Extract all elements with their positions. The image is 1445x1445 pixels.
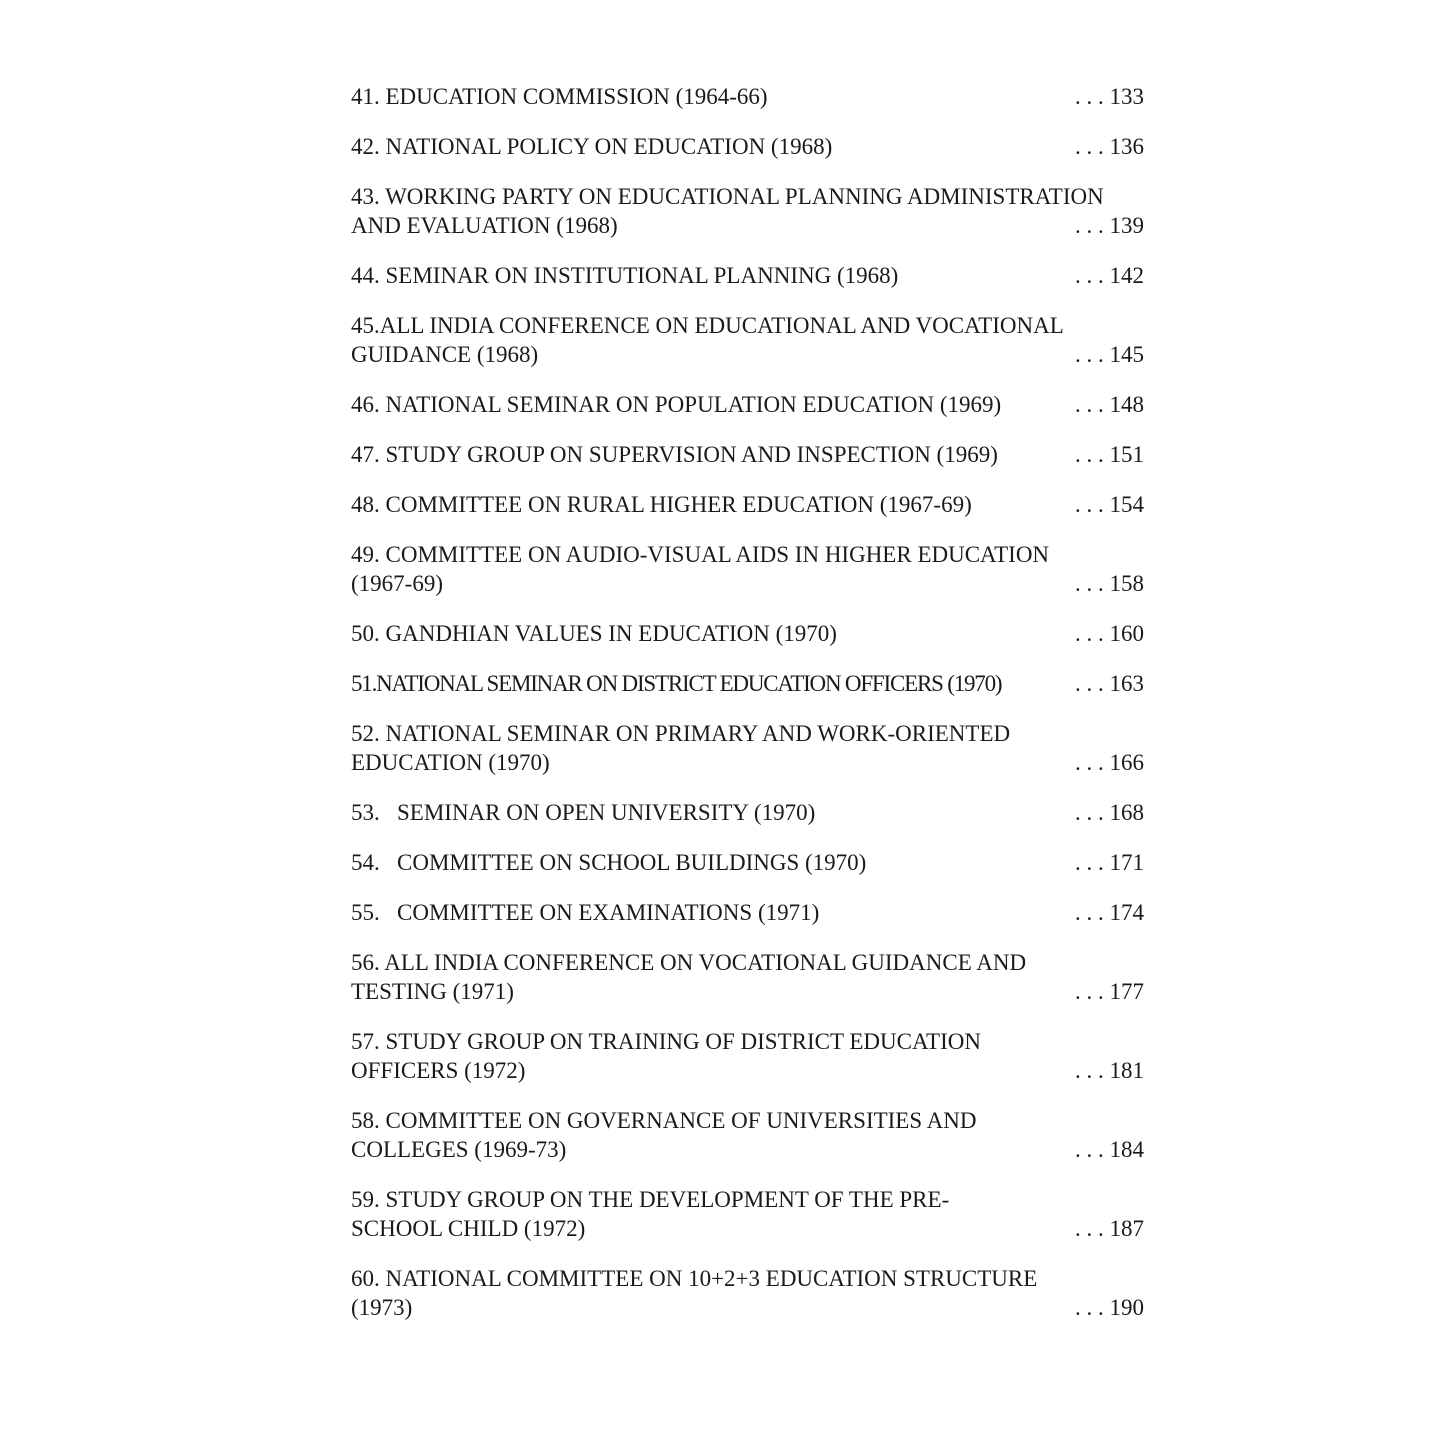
toc-entry[interactable]	[351, 1264, 1144, 1322]
page-number: . . . 154	[1075, 492, 1144, 517]
toc-entry[interactable]	[351, 82, 1144, 111]
page-number: . . . 145	[1075, 342, 1144, 367]
entry-title: 59. STUDY GROUP ON THE DEVELOPMENT OF THE PRE-	[351, 1187, 950, 1212]
entry-title: 44. SEMINAR ON INSTITUTIONAL PLANNING (1968)	[351, 263, 899, 288]
entry-title: 60. NATIONAL COMMITTEE ON 10+2+3 EDUCATION STRUCTURE	[351, 1266, 1038, 1291]
page-number: . . . 151	[1075, 442, 1144, 467]
entry-title-continued: (1967-69)	[351, 571, 443, 596]
page-number: . . . 168	[1075, 800, 1144, 825]
toc-entry[interactable]	[351, 1106, 1144, 1164]
page-number: . . . 177	[1075, 979, 1144, 1004]
toc-entry[interactable]	[351, 132, 1144, 161]
page-number: . . . 171	[1075, 850, 1144, 875]
toc-entry[interactable]	[351, 182, 1144, 240]
page-number: . . . 181	[1075, 1058, 1144, 1083]
entry-title: 50. GANDHIAN VALUES IN EDUCATION (1970)	[351, 621, 837, 646]
toc-entry[interactable]	[351, 719, 1144, 777]
entry-title: 48. COMMITTEE ON RURAL HIGHER EDUCATION (1967-69)	[351, 492, 972, 517]
page-number: . . . 136	[1075, 134, 1144, 159]
toc-entry[interactable]	[351, 311, 1144, 369]
entry-title: 51.NATIONAL SEMINAR ON DISTRICT EDUCATION OFFICERS (1970)	[351, 671, 1002, 696]
entry-title-continued: OFFICERS (1972)	[351, 1058, 526, 1083]
toc-entry[interactable]	[351, 490, 1144, 519]
toc-entry[interactable]	[351, 669, 1144, 698]
entry-title: 52. NATIONAL SEMINAR ON PRIMARY AND WORK-ORIENTED	[351, 721, 1011, 746]
page-number: . . . 163	[1075, 671, 1144, 696]
toc-entry[interactable]	[351, 1027, 1144, 1085]
toc-entry[interactable]	[351, 1185, 1144, 1243]
entry-title: 58. COMMITTEE ON GOVERNANCE OF UNIVERSITIES AND	[351, 1108, 977, 1133]
entry-title-continued: EDUCATION (1970)	[351, 750, 550, 775]
entry-title-continued: AND EVALUATION (1968)	[351, 213, 618, 238]
entry-title: 45.ALL INDIA CONFERENCE ON EDUCATIONAL AND VOCATIONAL	[351, 313, 1064, 338]
toc-entry[interactable]	[351, 898, 1144, 927]
entry-title: 57. STUDY GROUP ON TRAINING OF DISTRICT EDUCATION	[351, 1029, 981, 1054]
toc-entry[interactable]	[351, 798, 1144, 827]
entry-title: 42. NATIONAL POLICY ON EDUCATION (1968)	[351, 134, 833, 159]
page-number: . . . 148	[1075, 392, 1144, 417]
toc-entry[interactable]	[351, 540, 1144, 598]
entry-title-continued: SCHOOL CHILD (1972)	[351, 1216, 586, 1241]
page-number: . . . 160	[1075, 621, 1144, 646]
toc-entry[interactable]	[351, 390, 1144, 419]
entry-title: 43. WORKING PARTY ON EDUCATIONAL PLANNING ADMINISTRATION	[351, 184, 1104, 209]
toc-entry[interactable]	[351, 619, 1144, 648]
page-number: . . . 187	[1075, 1216, 1144, 1241]
toc-entry[interactable]	[351, 440, 1144, 469]
entry-title-continued: GUIDANCE (1968)	[351, 342, 539, 367]
entry-title: 54. COMMITTEE ON SCHOOL BUILDINGS (1970)	[351, 850, 867, 875]
toc-entry[interactable]	[351, 261, 1144, 290]
entry-title: 41. EDUCATION COMMISSION (1964-66)	[351, 84, 768, 109]
entry-title-continued: COLLEGES (1969-73)	[351, 1137, 567, 1162]
entry-title: 53. SEMINAR ON OPEN UNIVERSITY (1970)	[351, 800, 816, 825]
page-number: . . . 133	[1075, 84, 1144, 109]
entry-title-continued: TESTING (1971)	[351, 979, 514, 1004]
page-number: . . . 166	[1075, 750, 1144, 775]
page-number: . . . 139	[1075, 213, 1144, 238]
page-number: . . . 174	[1075, 900, 1144, 925]
page-number: . . . 142	[1075, 263, 1144, 288]
entry-title: 55. COMMITTEE ON EXAMINATIONS (1971)	[351, 900, 820, 925]
entry-title: 47. STUDY GROUP ON SUPERVISION AND INSPECTION (1969)	[351, 442, 998, 467]
entry-title-continued: (1973)	[351, 1295, 413, 1320]
toc-entry[interactable]	[351, 948, 1144, 1006]
entry-title: 49. COMMITTEE ON AUDIO-VISUAL AIDS IN HIGHER EDUCATION	[351, 542, 1050, 567]
table-of-contents	[351, 82, 1144, 1343]
page-number: . . . 190	[1075, 1295, 1144, 1320]
page-number: . . . 158	[1075, 571, 1144, 596]
entry-title: 56. ALL INDIA CONFERENCE ON VOCATIONAL GUIDANCE AND	[351, 950, 1027, 975]
page-number: . . . 184	[1075, 1137, 1144, 1162]
toc-entry[interactable]	[351, 848, 1144, 877]
entry-title: 46. NATIONAL SEMINAR ON POPULATION EDUCATION (1969)	[351, 392, 1002, 417]
